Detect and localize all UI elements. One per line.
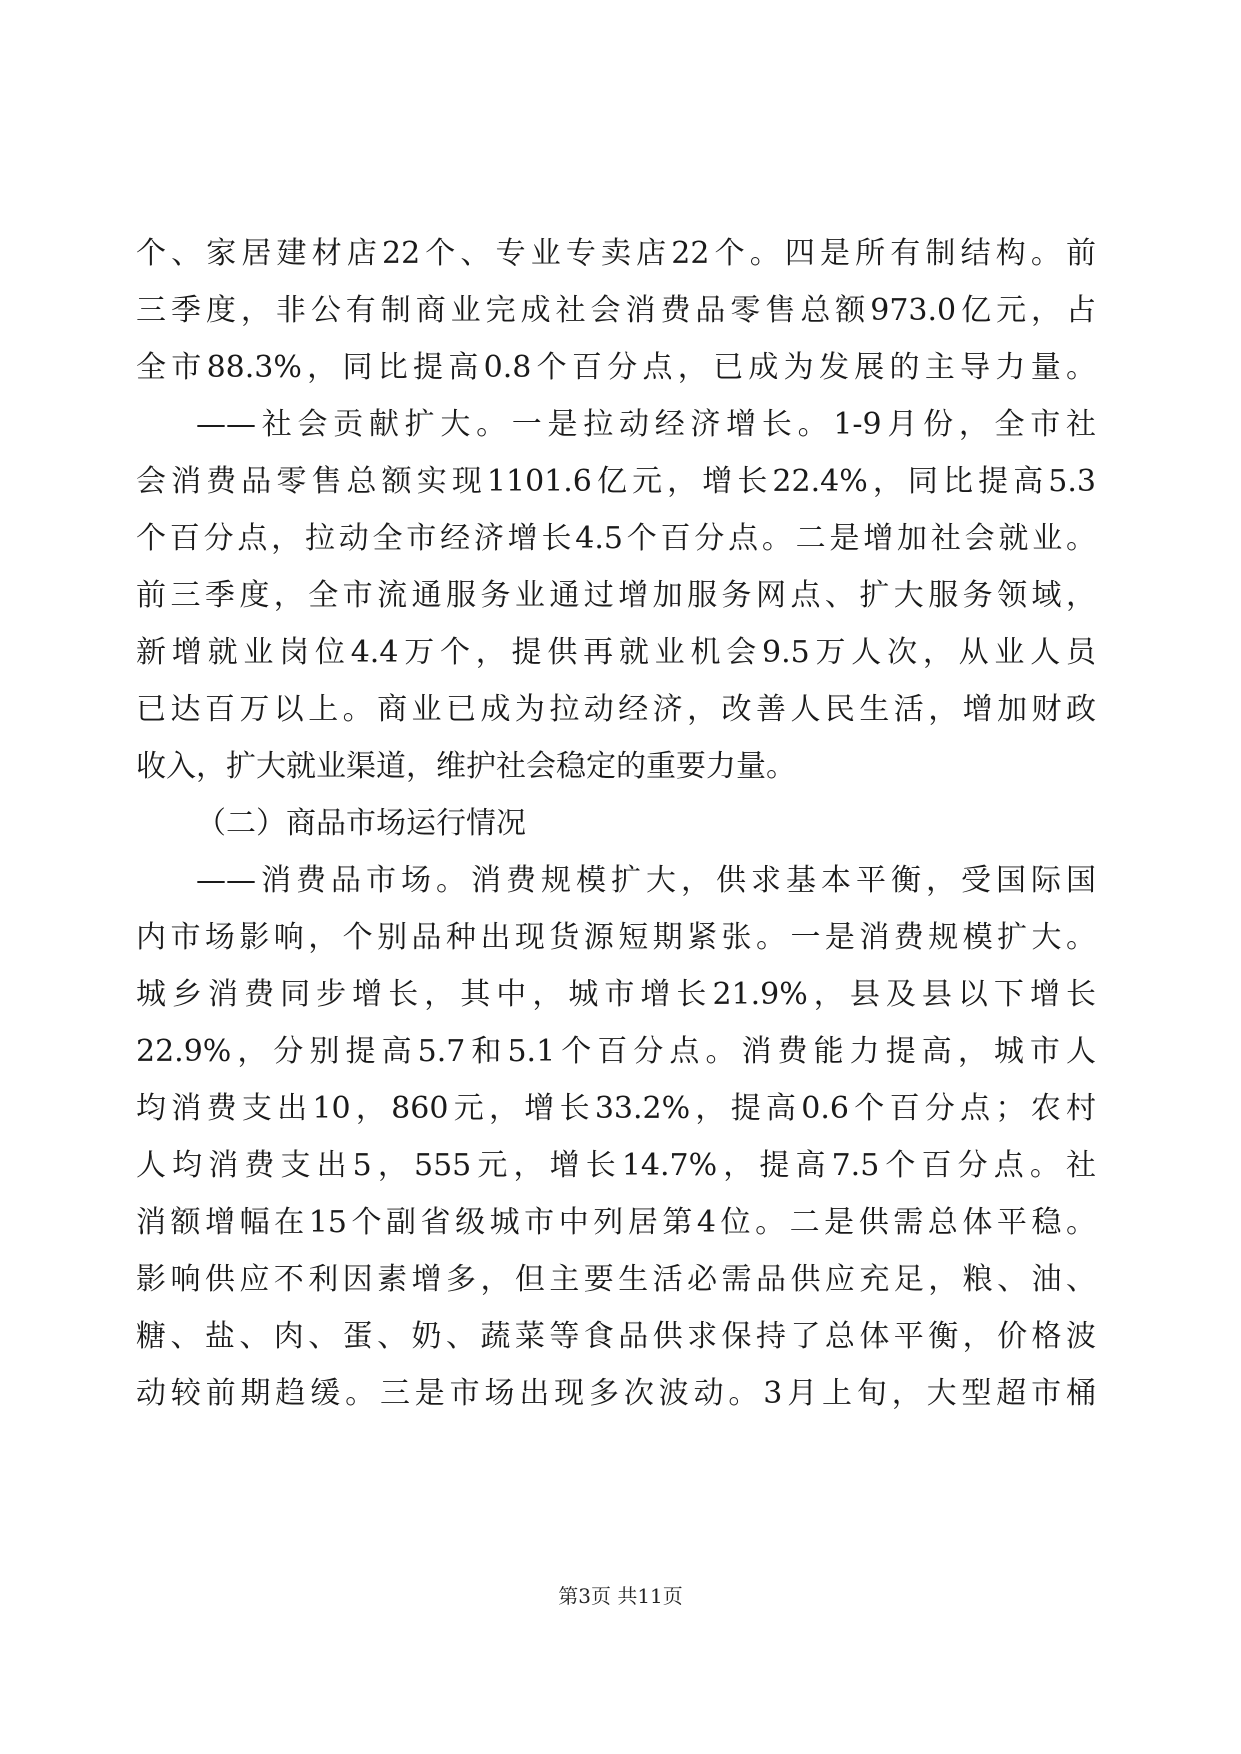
- paragraph-line: ——消费品市场。消费规模扩大，供求基本平衡，受国际国: [196, 863, 1096, 898]
- paragraph-line: 城乡消费同步增长，其中，城市增长21.9%，县及县以下增长: [136, 977, 1096, 1012]
- paragraph-line: 消额增幅在15个副省级城市中列居第4位。二是供需总体平稳。: [136, 1205, 1096, 1240]
- paragraph-line: 人均消费支出5，555元，增长14.7%，提高7.5个百分点。社: [136, 1148, 1096, 1183]
- document-body: [136, 225, 1096, 1422]
- paragraph-line: 动较前期趋缓。三是市场出现多次波动。3月上旬，大型超市桶: [136, 1376, 1096, 1411]
- paragraph-line: 22.9%，分别提高5.7和5.1个百分点。消费能力提高，城市人: [136, 1034, 1096, 1069]
- paragraph-line: 已达百万以上。商业已成为拉动经济，改善人民生活，增加财政: [136, 692, 1096, 727]
- section-heading: （二）商品市场运行情况: [196, 806, 526, 841]
- paragraph-line: 内市场影响，个别品种出现货源短期紧张。一是消费规模扩大。: [136, 920, 1096, 955]
- paragraph-line: ——社会贡献扩大。一是拉动经济增长。1-9月份，全市社: [196, 407, 1096, 442]
- paragraph-line: 前三季度，全市流通服务业通过增加服务网点、扩大服务领域，: [136, 578, 1096, 613]
- paragraph-line: 新增就业岗位4.4万个，提供再就业机会9.5万人次，从业人员: [136, 635, 1096, 670]
- paragraph-line: 会消费品零售总额实现1101.6亿元，增长22.4%，同比提高5.3: [136, 464, 1096, 499]
- paragraph-line: 糖、盐、肉、蛋、奶、蔬菜等食品供求保持了总体平衡，价格波: [136, 1319, 1096, 1354]
- paragraph-line: 个百分点，拉动全市经济增长4.5个百分点。二是增加社会就业。: [136, 521, 1096, 556]
- paragraph-line: 影响供应不利因素增多，但主要生活必需品供应充足，粮、油、: [136, 1262, 1096, 1297]
- paragraph-line: 均消费支出10，860元，增长33.2%，提高0.6个百分点；农村: [136, 1091, 1096, 1126]
- paragraph-line: 三季度，非公有制商业完成社会消费品零售总额973.0亿元，占: [136, 293, 1096, 328]
- page-number-footer: 第3页 共11页: [558, 1584, 683, 1608]
- paragraph-line: 收入，扩大就业渠道，维护社会稳定的重要力量。: [136, 749, 796, 784]
- paragraph-line: 全市88.3%，同比提高0.8个百分点，已成为发展的主导力量。: [136, 350, 1096, 385]
- paragraph-line: 个、家居建材店22个、专业专卖店22个。四是所有制结构。前: [136, 236, 1096, 271]
